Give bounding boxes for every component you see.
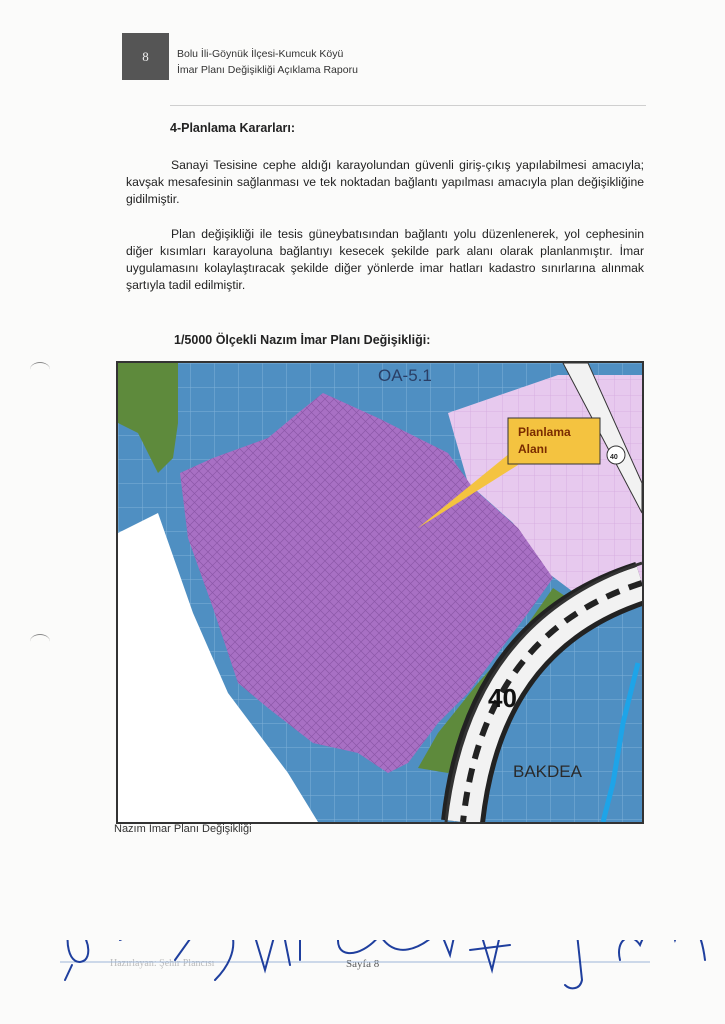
signature-mark bbox=[250, 940, 300, 970]
signature-mark bbox=[120, 940, 233, 980]
signature-mark bbox=[619, 940, 705, 960]
punch-hole-mark bbox=[30, 362, 50, 377]
report-header bbox=[177, 46, 358, 78]
punch-hole-mark bbox=[30, 634, 50, 649]
page-number: 8 bbox=[142, 48, 149, 64]
page-number-box bbox=[122, 33, 169, 80]
signature-mark bbox=[470, 940, 510, 970]
header-title-line1: Bolu İli-Göynük İlçesi-Kumcuk Köyü bbox=[177, 48, 344, 60]
footer-faint-text: Hazırlayan: Şehir Plancısı bbox=[110, 958, 215, 969]
signature-mark bbox=[65, 940, 88, 980]
place-label: BAKDEA bbox=[513, 762, 582, 781]
header-title-line2: İmar Planı Değişikliği Açıklama Raporu bbox=[177, 64, 358, 76]
road-badge-number: 40 bbox=[610, 454, 618, 461]
signature-mark bbox=[565, 940, 582, 988]
signature-mark bbox=[338, 940, 460, 955]
callout-label-line2: Alanı bbox=[518, 442, 548, 456]
map-caption: Nazım İmar Planı Değişikliği bbox=[114, 823, 252, 835]
footer-page-label: Sayfa 8 bbox=[346, 958, 380, 970]
paragraph-1: Sanayi Tesisine cephe aldığı karayolundan güvenli giriş-çıkış yapılabilmesi amacıyla; kavşak mesafesinin sağlanması ve tek noktadan bağlantı yapılması amacıyla plan değişikliğine gidilmiştir. bbox=[126, 158, 644, 206]
paragraph-2: Plan değişikliği ile tesis güneybatısından bağlantı yolu düzenlenerek, yol cephesinin diğer kısımları karayoluna bağlantıyı kesecek şekilde park alanı olarak planlanmıştır. İmar uygulamasını kolaylaştıracak şekilde diğer yönlerde imar hatları kadastro sınırlarına alınmak şartıyla tadil edilmiştir. bbox=[126, 227, 644, 292]
road-number-label: 40 bbox=[488, 683, 517, 713]
map-heading: 1/5000 Ölçekli Nazım İmar Planı Değişikliği: bbox=[174, 333, 431, 347]
signatures bbox=[0, 940, 725, 1024]
header-divider bbox=[170, 105, 646, 106]
section-heading: 4-Planlama Kararları: bbox=[170, 121, 296, 135]
callout-label-line1: Planlama bbox=[518, 425, 571, 439]
zone-code-label: OA-5.1 bbox=[378, 366, 432, 385]
zoning-map bbox=[116, 361, 644, 824]
